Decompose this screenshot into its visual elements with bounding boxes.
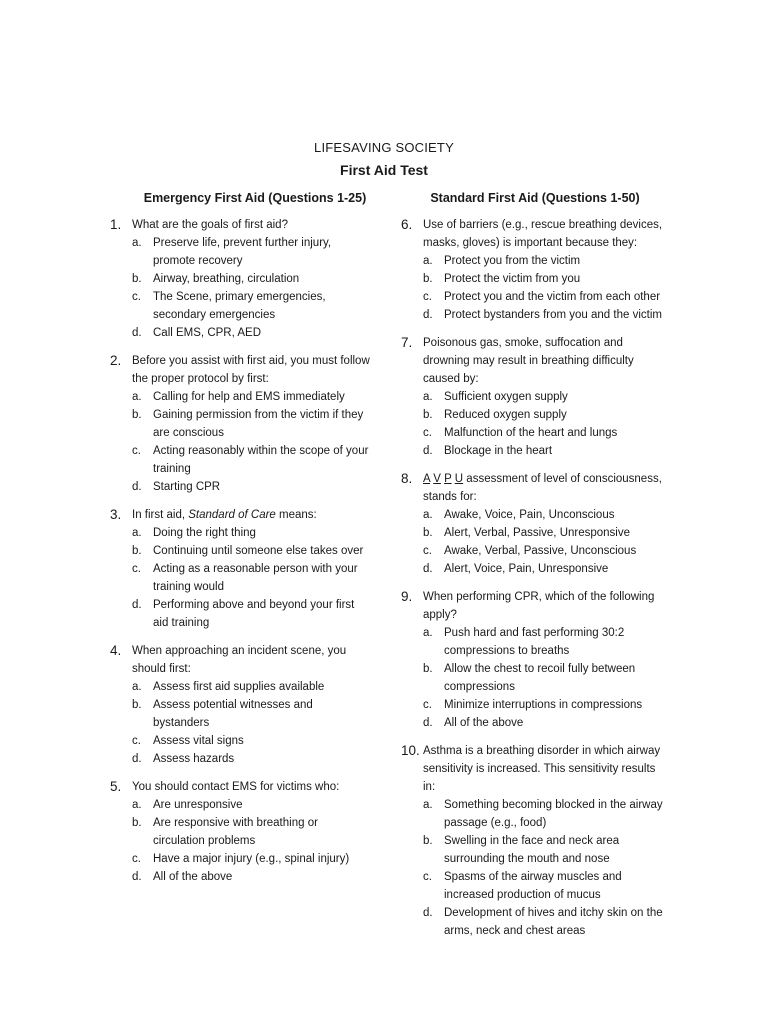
- option-letter: b.: [423, 527, 433, 539]
- question-number: 8.: [401, 471, 413, 486]
- answer-option: [423, 624, 663, 660]
- option-letter: d.: [423, 717, 433, 729]
- answer-options: [423, 506, 663, 578]
- option-text: Assess hazards: [153, 753, 235, 765]
- acronym-letter-v: V: [433, 473, 441, 485]
- option-text: Swelling in the face and neck area surrounding the mouth and nose: [444, 835, 620, 865]
- question-text: [132, 506, 372, 524]
- option-text: All of the above: [444, 717, 524, 729]
- option-text: Awake, Verbal, Passive, Unconscious: [444, 545, 637, 557]
- option-text: Sufficient oxygen supply: [444, 391, 568, 403]
- question-text-term: Standard of Care: [188, 509, 276, 521]
- answer-option: [423, 306, 663, 324]
- option-letter: c.: [423, 291, 432, 303]
- option-letter: a.: [132, 799, 142, 811]
- option-letter: d.: [423, 563, 433, 575]
- option-text: Spasms of the airway muscles and increased production of mucus: [444, 871, 622, 901]
- right-column-heading: Standard First Aid (Questions 1-50): [430, 191, 640, 205]
- option-letter: c.: [423, 545, 432, 557]
- answer-option: [132, 560, 372, 596]
- option-text: Airway, breathing, circulation: [153, 273, 300, 285]
- answer-option: [132, 270, 372, 288]
- option-letter: c.: [132, 563, 141, 575]
- option-letter: b.: [132, 817, 142, 829]
- option-text: Allow the chest to recoil fully between compressions: [444, 663, 636, 693]
- question-text: [423, 470, 663, 506]
- option-text: Malfunction of the heart and lungs: [444, 427, 618, 439]
- answer-options: [132, 678, 372, 768]
- option-letter: b.: [132, 273, 142, 285]
- answer-option: [423, 424, 663, 442]
- option-text: Minimize interruptions in compressions: [444, 699, 643, 711]
- acronym-letter-u: U: [454, 473, 464, 485]
- answer-option: [423, 542, 663, 560]
- answer-option: [423, 660, 663, 696]
- page-title: First Aid Test: [340, 162, 428, 178]
- option-text: Assess first aid supplies available: [153, 681, 325, 693]
- option-letter: c.: [423, 871, 432, 883]
- option-letter: c.: [423, 699, 432, 711]
- answer-option: [423, 524, 663, 542]
- question-text-end: assessment of level of consciousness, stands for:: [423, 473, 662, 503]
- option-letter: b.: [423, 663, 433, 675]
- left-column-heading: Emergency First Aid (Questions 1-25): [143, 191, 367, 205]
- option-text: Calling for help and EMS immediately: [153, 391, 345, 403]
- question-number: 6.: [401, 217, 413, 232]
- answer-option: [423, 904, 663, 940]
- answer-options: [423, 388, 663, 460]
- question-number: 1.: [110, 217, 122, 232]
- answer-options: [132, 234, 372, 342]
- option-letter: c.: [132, 853, 141, 865]
- question-1: [110, 216, 372, 342]
- option-text: The Scene, primary emergencies, secondary emergencies: [153, 291, 326, 321]
- option-letter: d.: [132, 599, 142, 611]
- answer-option: [132, 234, 372, 270]
- option-text: Are unresponsive: [153, 799, 243, 811]
- answer-option: [423, 696, 663, 714]
- answer-option: [132, 850, 372, 868]
- option-text: Awake, Voice, Pain, Unconscious: [444, 509, 615, 521]
- option-letter: b.: [132, 545, 142, 557]
- option-letter: b.: [423, 273, 433, 285]
- answer-option: [423, 868, 663, 904]
- option-text: Starting CPR: [153, 481, 221, 493]
- option-letter: c.: [132, 735, 141, 747]
- question-number: 2.: [110, 353, 122, 368]
- answer-options: [423, 796, 663, 940]
- answer-options: [132, 388, 372, 496]
- option-text: Protect bystanders from you and the victim: [444, 309, 662, 321]
- option-text: Protect you and the victim from each other: [444, 291, 661, 303]
- question-text: Before you assist with first aid, you must follow the proper protocol by first:: [132, 355, 370, 385]
- option-letter: b.: [132, 409, 142, 421]
- option-letter: a.: [423, 391, 433, 403]
- option-letter: a.: [423, 255, 433, 267]
- answer-option: [132, 678, 372, 696]
- answer-option: [423, 252, 663, 270]
- answer-option: [132, 524, 372, 542]
- option-text: All of the above: [153, 871, 233, 883]
- option-text: Gaining permission from the victim if they are conscious: [153, 409, 364, 439]
- option-text: Blockage in the heart: [444, 445, 553, 457]
- answer-option: [132, 478, 372, 496]
- option-letter: a.: [423, 799, 433, 811]
- option-text: Push hard and fast performing 30:2 compressions to breaths: [444, 627, 625, 657]
- answer-option: [423, 832, 663, 868]
- option-letter: c.: [132, 291, 141, 303]
- question-number: 10.: [401, 743, 420, 758]
- option-letter: c.: [423, 427, 432, 439]
- question-number: 5.: [110, 779, 122, 794]
- answer-option: [423, 714, 663, 732]
- answer-option: [423, 406, 663, 424]
- option-text: Doing the right thing: [153, 527, 256, 539]
- question-8: [401, 470, 663, 578]
- answer-option: [132, 732, 372, 750]
- question-number: 9.: [401, 589, 413, 604]
- option-letter: b.: [423, 409, 433, 421]
- question-5: [110, 778, 372, 886]
- answer-options: [423, 252, 663, 324]
- answer-options: [132, 524, 372, 632]
- acronym-letter-p: P: [444, 473, 452, 485]
- answer-option: [132, 442, 372, 478]
- option-letter: b.: [132, 699, 142, 711]
- answer-options: [423, 624, 663, 732]
- question-text: Asthma is a breathing disorder in which airway sensitivity is increased. This sensitivity results in:: [423, 745, 661, 793]
- question-6: [401, 216, 663, 324]
- answer-option: [423, 288, 663, 306]
- option-text: Call EMS, CPR, AED: [153, 327, 261, 339]
- question-text: Poisonous gas, smoke, suffocation and drowning may result in breathing difficulty caused by:: [423, 337, 634, 385]
- option-letter: c.: [132, 445, 141, 457]
- option-letter: a.: [132, 391, 142, 403]
- question-text: When approaching an incident scene, you should first:: [132, 645, 347, 675]
- question-4: [110, 642, 372, 768]
- answer-option: [423, 560, 663, 578]
- answer-option: [132, 388, 372, 406]
- option-text: Development of hives and itchy skin on the arms, neck and chest areas: [444, 907, 663, 937]
- question-text-start: In first aid,: [132, 509, 189, 521]
- answer-option: [423, 796, 663, 832]
- question-2: [110, 352, 372, 496]
- option-text: Reduced oxygen supply: [444, 409, 567, 421]
- option-text: Protect the victim from you: [444, 273, 581, 285]
- option-text: Performing above and beyond your first aid training: [153, 599, 355, 629]
- question-number: 7.: [401, 335, 413, 350]
- option-text: Alert, Verbal, Passive, Unresponsive: [444, 527, 631, 539]
- question-text: When performing CPR, which of the following apply?: [423, 591, 655, 621]
- acronym-letter-a: A: [423, 473, 431, 485]
- option-text: Preserve life, prevent further injury, promote recovery: [153, 237, 332, 267]
- option-text: Continuing until someone else takes over: [153, 545, 364, 557]
- answer-options: [132, 796, 372, 886]
- option-letter: b.: [423, 835, 433, 847]
- answer-option: [132, 324, 372, 342]
- option-letter: d.: [132, 327, 142, 339]
- answer-option: [423, 388, 663, 406]
- option-text: Have a major injury (e.g., spinal injury): [153, 853, 350, 865]
- answer-option: [132, 696, 372, 732]
- question-number: 4.: [110, 643, 122, 658]
- question-3: [110, 506, 372, 632]
- option-letter: a.: [423, 509, 433, 521]
- question-text-end: means:: [275, 509, 317, 521]
- right-question-column: [401, 216, 663, 950]
- option-letter: d.: [132, 481, 142, 493]
- option-letter: d.: [132, 753, 142, 765]
- option-text: Something becoming blocked in the airway passage (e.g., food): [444, 799, 663, 829]
- answer-option: [132, 542, 372, 560]
- option-text: Assess vital signs: [153, 735, 244, 747]
- option-text: Acting reasonably within the scope of your training: [153, 445, 369, 475]
- question-text: You should contact EMS for victims who:: [132, 781, 340, 793]
- option-text: Are responsive with breathing or circulation problems: [153, 817, 318, 847]
- option-text: Alert, Voice, Pain, Unresponsive: [444, 563, 609, 575]
- question-9: [401, 588, 663, 732]
- answer-option: [423, 270, 663, 288]
- option-text: Protect you from the victim: [444, 255, 581, 267]
- answer-option: [132, 596, 372, 632]
- question-7: [401, 334, 663, 460]
- option-letter: d.: [423, 445, 433, 457]
- answer-option: [132, 868, 372, 886]
- answer-option: [423, 442, 663, 460]
- question-number: 3.: [110, 507, 122, 522]
- option-letter: d.: [132, 871, 142, 883]
- option-text: Assess potential witnesses and bystanders: [153, 699, 313, 729]
- answer-option: [132, 814, 372, 850]
- option-letter: d.: [423, 907, 433, 919]
- answer-option: [132, 288, 372, 324]
- option-letter: d.: [423, 309, 433, 321]
- left-question-column: [110, 216, 372, 896]
- answer-option: [132, 750, 372, 768]
- option-text: Acting as a reasonable person with your training would: [153, 563, 358, 593]
- answer-option: [132, 406, 372, 442]
- option-letter: a.: [423, 627, 433, 639]
- option-letter: a.: [132, 237, 142, 249]
- answer-option: [132, 796, 372, 814]
- question-10: [401, 742, 663, 940]
- option-letter: a.: [132, 527, 142, 539]
- organization-name: LIFESAVING SOCIETY: [314, 140, 454, 155]
- question-text: What are the goals of first aid?: [132, 219, 288, 231]
- question-text: Use of barriers (e.g., rescue breathing devices, masks, gloves) is important because they:: [423, 219, 663, 249]
- option-letter: a.: [132, 681, 142, 693]
- answer-option: [423, 506, 663, 524]
